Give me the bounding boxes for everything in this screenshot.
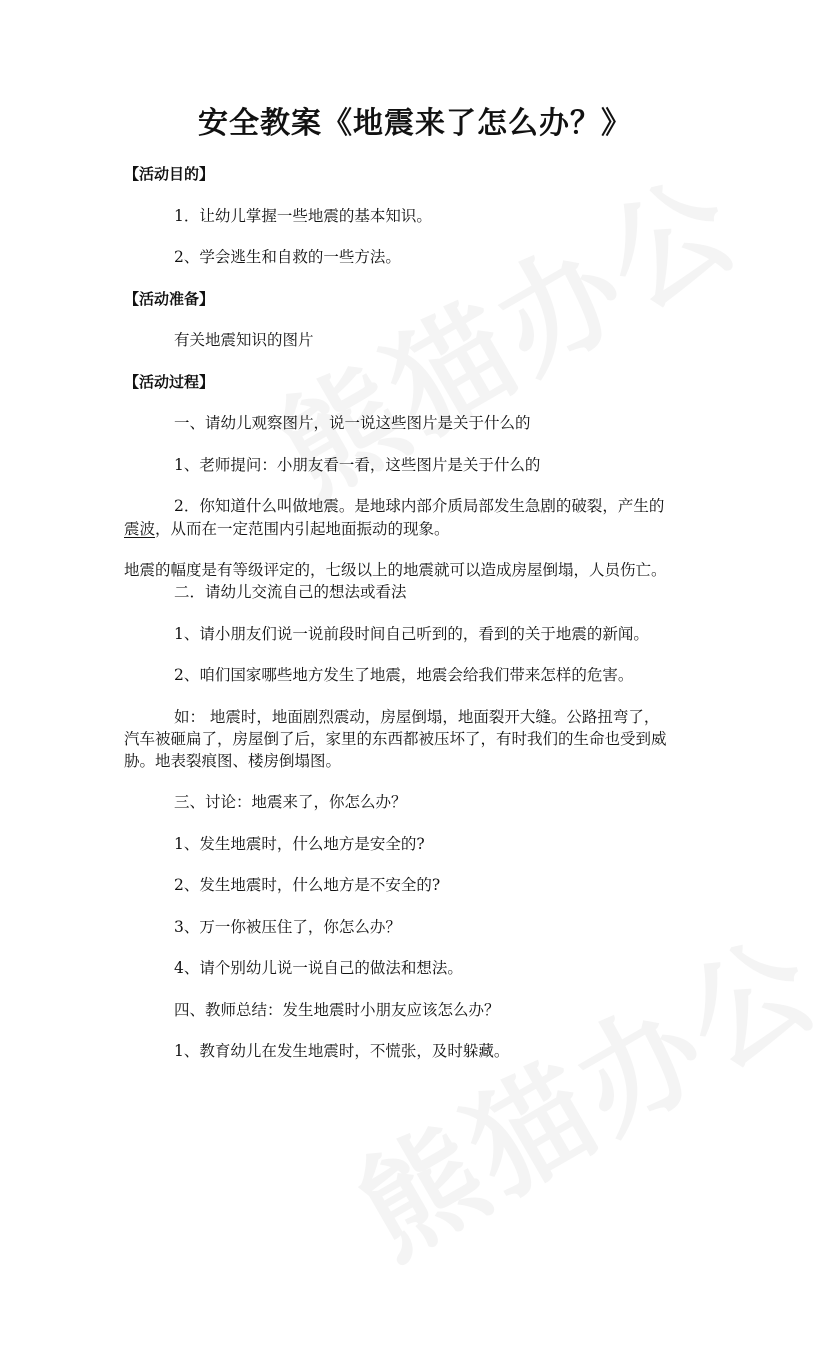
process-step-2: 二．请幼儿交流自己的想法或看法: [174, 583, 407, 601]
process-step-1-question: 1、老师提问：小朋友看一看，这些图片是关于什么的: [174, 456, 541, 474]
process-step-3: 三、讨论：地震来了，你怎么办？: [174, 793, 407, 811]
goal-item: 2、学会逃生和自救的一些方法。: [174, 248, 401, 266]
process-step-1-definition: 2．你知道什么叫做地震。是地球内部介质局部发生急剧的破裂，产生的: [174, 497, 665, 515]
example-line-3: 胁。地表裂痕图、楼房倒塌图。: [124, 752, 342, 770]
step-3-item: 3、万一你被压住了，你怎么办？: [174, 918, 401, 936]
page-title: 安全教案《地震来了怎么办？》: [198, 106, 632, 141]
example-line-2: 汽车被砸扁了，房屋倒了后，家里的东西都被压坏了，有时我们的生命也受到威: [124, 730, 667, 748]
step-3-item: 1、发生地震时，什么地方是安全的?: [174, 835, 425, 853]
step-3-item: 4、请个别幼儿说一说自己的做法和想法。: [174, 959, 463, 977]
process-step-1: 一、请幼儿观察图片，说一说这些图片是关于什么的: [174, 414, 531, 432]
step-3-item: 2、发生地震时，什么地方是不安全的?: [174, 876, 441, 894]
section-heading-process: 【活动过程】: [124, 373, 215, 391]
example-line-1: 如： 地震时，地面剧烈震动，房屋倒塌，地面裂开大缝。公路扭弯了，: [174, 708, 660, 726]
process-step-1-definition-cont: [124, 518, 450, 540]
process-step-4-a: 1、教育幼儿在发生地震时，不慌张，及时躲藏。: [174, 1042, 510, 1060]
section-heading-goal: 【活动目的】: [124, 165, 215, 183]
process-step-1-magnitude: 地震的幅度是有等级评定的，七级以上的地震就可以造成房屋倒塌，人员伤亡。: [124, 561, 667, 579]
process-step-4: 四、教师总结：发生地震时小朋友应该怎么办？: [174, 1001, 500, 1019]
definition-rest: ，从而在一定范围内引起地面振动的现象。: [155, 520, 450, 538]
process-step-2-b: 2、咱们国家哪些地方发生了地震，地震会给我们带来怎样的危害。: [174, 666, 634, 684]
prep-item: 有关地震知识的图片: [174, 331, 314, 349]
process-step-2-a: 1、请小朋友们说一说前段时间自己听到的，看到的关于地震的新闻。: [174, 625, 649, 643]
section-heading-prep: 【活动准备】: [124, 290, 215, 308]
shockwave-link[interactable]: 震波: [124, 520, 156, 538]
goal-item: 1．让幼儿掌握一些地震的基本知识。: [174, 207, 432, 225]
